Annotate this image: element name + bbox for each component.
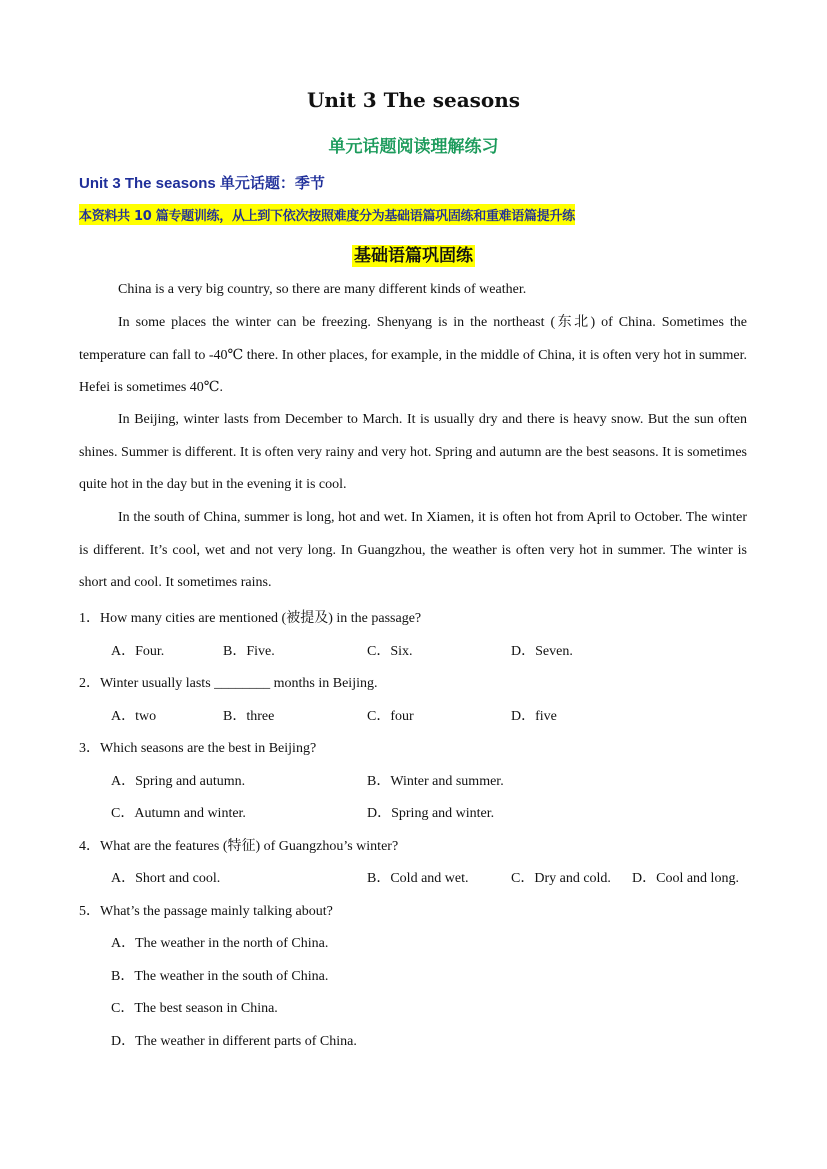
question-stem: 3．Which seasons are the best in Beijing? bbox=[79, 741, 317, 756]
answer-option[interactable]: D．The weather in different parts of China. bbox=[111, 1034, 357, 1049]
passage-paragraph: China is a very big country, so there are many different kinds of weather. bbox=[118, 282, 527, 297]
passage-paragraph: In Beijing, winter lasts from December to March. It is usually dry and there is heavy snow. But the sun often shines. Summer is different. It is often very rainy and very hot. Spring and autumn are the best seasons. It is sometimes quite hot in the day but in the evening it is cool. bbox=[79, 412, 747, 493]
passage-paragraph: In the south of China, summer is long, hot and wet. In Xiamen, it is often hot from April to October. The winter is different. It’s cool, wet and not very long. In Guangzhou, the weather is often very hot in summer. The winter is short and cool. It sometimes rains. bbox=[79, 510, 747, 591]
resource-note: 本资料共 10 篇专题训练，从上到下依次按照难度分为基础语篇巩固练和重难语篇提升练 bbox=[79, 204, 575, 225]
answer-option[interactable]: B．Five. bbox=[223, 644, 275, 659]
answer-option[interactable]: D．Cool and long. bbox=[632, 871, 739, 886]
question-stem: 1．How many cities are mentioned (被提及) in the passage? bbox=[79, 611, 422, 626]
answer-option[interactable]: B．Winter and summer. bbox=[367, 774, 504, 789]
answer-option[interactable]: C．Dry and cold. bbox=[511, 871, 611, 886]
answer-option[interactable]: C．The best season in China. bbox=[111, 1001, 278, 1016]
section-heading-label: 基础语篇巩固练 bbox=[354, 246, 473, 266]
answer-option[interactable]: B．three bbox=[223, 709, 275, 724]
answer-option[interactable]: B．Cold and wet. bbox=[367, 871, 469, 886]
page-title: Unit 3 The seasons bbox=[306, 88, 521, 112]
answer-option[interactable]: A．two bbox=[111, 709, 157, 724]
answer-option[interactable]: D．Spring and winter. bbox=[367, 806, 495, 821]
page-subtitle: 单元话题阅读理解练习 bbox=[328, 137, 499, 157]
answer-option[interactable]: A．Four. bbox=[111, 644, 165, 659]
answer-option[interactable]: D．Seven. bbox=[511, 644, 573, 659]
answer-option[interactable]: A．Spring and autumn. bbox=[111, 774, 246, 789]
section-heading bbox=[0, 241, 827, 266]
question-stem: 5．What’s the passage mainly talking about? bbox=[79, 904, 333, 919]
answer-option[interactable]: A．Short and cool. bbox=[111, 871, 221, 886]
answer-option[interactable]: C．Six. bbox=[367, 644, 413, 659]
question-stem: 2．Winter usually lasts ________ months in Beijing. bbox=[79, 676, 378, 691]
answer-option[interactable]: A．The weather in the north of China. bbox=[111, 936, 329, 951]
answer-option[interactable]: B．The weather in the south of China. bbox=[111, 969, 329, 984]
question-stem: 4．What are the features (特征) of Guangzhou’s winter? bbox=[79, 839, 399, 854]
answer-option[interactable]: C．four bbox=[367, 709, 414, 724]
passage-paragraph: In some places the winter can be freezing. Shenyang is in the northeast (东北) of China. Sometimes the temperature can fall to -40℃ there. In other places, for example, in the middle of China, it is often very hot in summer. Hefei is sometimes 40℃. bbox=[79, 315, 747, 396]
answer-option[interactable]: C．Autumn and winter. bbox=[111, 806, 246, 821]
answer-option[interactable]: D．five bbox=[511, 709, 557, 724]
unit-topic: Unit 3 The seasons 单元话题：季节 bbox=[79, 175, 325, 192]
